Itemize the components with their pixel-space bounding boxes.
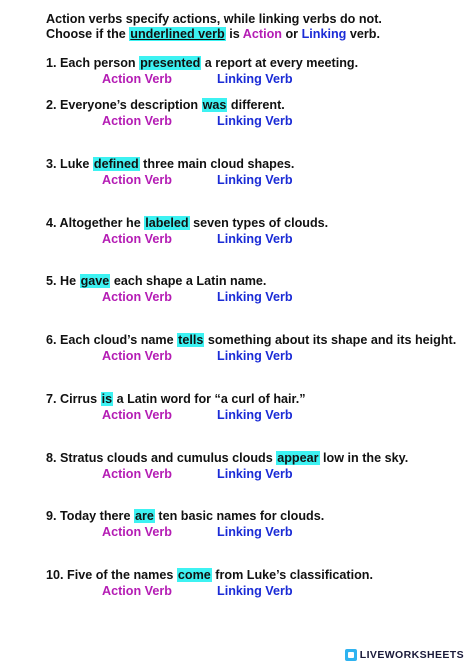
action-verb-option[interactable]: Action Verb <box>102 467 172 481</box>
question-text <box>46 274 266 289</box>
highlighted-verb: defined <box>93 157 139 171</box>
question-3 <box>46 157 294 189</box>
sentence-start: 3. Luke <box>46 157 93 171</box>
question-text <box>46 509 324 524</box>
instructions-line-1: Action verbs specify actions, while linking verbs do not. <box>46 12 382 26</box>
linking-verb-option[interactable]: Linking Verb <box>217 72 293 86</box>
highlighted-verb: is <box>101 392 113 406</box>
linking-verb-option[interactable]: Linking Verb <box>217 408 293 422</box>
sentence-start: 7. Cirrus <box>46 392 101 406</box>
highlighted-verb: appear <box>277 451 319 465</box>
highlighted-verb: gave <box>80 274 110 288</box>
instructions-text: is <box>225 27 243 41</box>
action-word: Action <box>242 27 282 41</box>
sentence-end: different. <box>227 98 285 112</box>
question-9 <box>46 509 324 541</box>
action-verb-option[interactable]: Action Verb <box>102 584 172 598</box>
sentence-end: each shape a Latin name. <box>110 274 267 288</box>
question-text <box>46 333 456 348</box>
action-verb-option[interactable]: Action Verb <box>102 114 172 128</box>
question-2 <box>46 98 293 130</box>
sentence-start: 4. Altogether he <box>46 216 145 230</box>
sentence-start: 9. Today there <box>46 509 134 523</box>
action-verb-option[interactable]: Action Verb <box>102 408 172 422</box>
question-text <box>46 568 373 583</box>
highlighted-verb: are <box>134 509 154 523</box>
sentence-start: 5. He <box>46 274 80 288</box>
highlighted-verb: labeled <box>145 216 189 230</box>
sentence-end: low in the sky. <box>319 451 409 465</box>
linking-verb-option[interactable]: Linking Verb <box>217 525 293 539</box>
sentence-end: from Luke’s classification. <box>211 568 374 582</box>
sentence-start: 1. Each person <box>46 56 140 70</box>
linking-verb-option[interactable]: Linking Verb <box>217 349 293 363</box>
question-text <box>46 56 358 71</box>
liveworksheets-logo <box>345 649 464 661</box>
linking-verb-option[interactable]: Linking Verb <box>217 114 293 128</box>
action-verb-option[interactable]: Action Verb <box>102 173 172 187</box>
question-text <box>46 157 294 172</box>
question-1 <box>46 56 358 88</box>
linking-verb-option[interactable]: Linking Verb <box>217 467 293 481</box>
instructions-text: Choose if the <box>46 27 130 41</box>
underlined-verb-example: underlined verb <box>130 27 225 41</box>
action-verb-option[interactable]: Action Verb <box>102 349 172 363</box>
sentence-end: something about its shape and its height. <box>204 333 457 347</box>
linking-verb-option[interactable]: Linking Verb <box>217 232 293 246</box>
sentence-end: seven types of clouds. <box>189 216 329 230</box>
linking-verb-option[interactable]: Linking Verb <box>217 584 293 598</box>
instructions-text: or <box>281 27 302 41</box>
action-verb-option[interactable]: Action Verb <box>102 290 172 304</box>
action-verb-option[interactable]: Action Verb <box>102 232 172 246</box>
instructions-line-2 <box>46 27 382 42</box>
sentence-end: a Latin word for “a curl of hair.” <box>113 392 306 406</box>
sentence-end: three main cloud shapes. <box>139 157 295 171</box>
linking-verb-option[interactable]: Linking Verb <box>217 173 293 187</box>
liveworksheets-logo-icon <box>345 649 357 661</box>
question-text <box>46 392 306 407</box>
sentence-start: 2. Everyone’s description <box>46 98 202 112</box>
action-verb-option[interactable]: Action Verb <box>102 72 172 86</box>
liveworksheets-brand: LIVEWORKSHEETS <box>359 649 464 661</box>
question-10 <box>46 568 373 600</box>
highlighted-verb: tells <box>178 333 204 347</box>
linking-word: Linking <box>301 27 347 41</box>
question-text <box>46 98 285 113</box>
question-text <box>46 216 328 231</box>
linking-verb-option[interactable]: Linking Verb <box>217 290 293 304</box>
question-4 <box>46 216 328 248</box>
question-7 <box>46 392 306 424</box>
action-verb-option[interactable]: Action Verb <box>102 525 172 539</box>
sentence-start: 6. Each cloud’s name <box>46 333 178 347</box>
instructions <box>46 12 382 42</box>
sentence-start: 10. Five of the names <box>46 568 177 582</box>
question-6 <box>46 333 456 365</box>
question-8 <box>46 451 408 483</box>
sentence-end: ten basic names for clouds. <box>154 509 325 523</box>
instructions-text: verb. <box>346 27 380 41</box>
highlighted-verb: was <box>202 98 227 112</box>
question-5 <box>46 274 293 306</box>
highlighted-verb: presented <box>140 56 201 70</box>
highlighted-verb: come <box>177 568 211 582</box>
sentence-start: 8. Stratus clouds and cumulus clouds <box>46 451 277 465</box>
sentence-end: a report at every meeting. <box>201 56 359 70</box>
question-text <box>46 451 408 466</box>
